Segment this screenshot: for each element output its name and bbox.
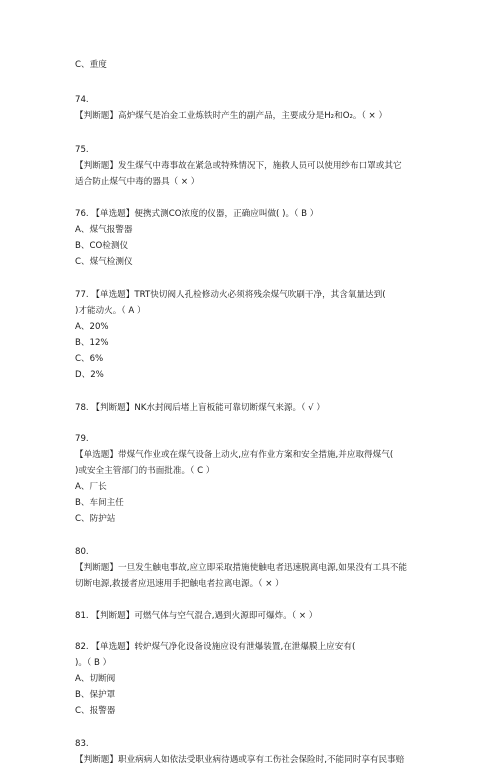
question-text: 【判断题】职业病病人如依法受职业病待遇或享有工伤社会保险时,不能同时享有民事赔 [75, 755, 405, 765]
question-number: 75. [75, 145, 89, 155]
question-text: 【单选题】带煤气作业或在煤气设备上动火,应有作业方案和安全措施,并应取得煤气( [75, 450, 394, 460]
question-number: 74. [75, 95, 89, 105]
question-number: 83. [75, 739, 89, 749]
question-text: 77. 【单选题】TRT快切阀人孔检修动火必须将残余煤气吹刷干净，其含氧量达到( [75, 290, 386, 300]
option-b: B、12% [75, 338, 109, 348]
option-d: D、2% [75, 370, 104, 380]
question-text: 切断电源,救援者应迅速用手把触电者拉离电源。（ × ） [75, 579, 284, 589]
option-c: C、报警器 [75, 706, 116, 716]
question-text: 【判断题】高炉煤气是冶金工业炼铁时产生的副产品，主要成分是H₂和O₂。（ × ） [75, 111, 388, 121]
question-text: 78. 【判断题】NK水封阀后堵上盲板能可靠切断煤气来源。（ √ ） [75, 403, 325, 413]
option-a: A、煤气报警器 [75, 225, 133, 235]
option-b: B、车间主任 [75, 498, 124, 508]
option-b: B、CO检测仪 [75, 241, 129, 251]
question-text: 适合防止煤气中毒的器具（ × ） [75, 177, 200, 187]
option-c: C、6% [75, 354, 104, 364]
question-text: 【判断题】一旦发生触电事故,应立即采取措施使触电者迅速脱离电源,如果没有工具不能 [75, 563, 408, 573]
question-text: 81. 【判断题】可燃气体与空气混合,遇到火源即可爆炸。（ × ） [75, 611, 318, 621]
question-number: 79. [75, 434, 89, 444]
option-a: A、厂长 [75, 482, 107, 492]
option-c: C、防护站 [75, 514, 116, 524]
option-c: C、重度 [75, 60, 107, 70]
question-text: )或安全主管部门的书面批准。（ C ） [75, 466, 215, 476]
question-text: )才能动火。（ A ） [75, 306, 146, 316]
option-a: A、20% [75, 322, 109, 332]
question-text: 【判断题】发生煤气中毒事故在紧急或特殊情况下，施救人员可以使用纱布口罩或其它 [75, 161, 402, 171]
option-a: A、切断阀 [75, 674, 116, 684]
question-text: 76. 【单选题】便携式测CO浓度的仪器，正确应叫做( )。（ B ） [75, 209, 319, 219]
question-number: 80. [75, 547, 89, 557]
option-b: B、保护罩 [75, 690, 116, 700]
option-c: C、煤气检测仪 [75, 257, 133, 267]
question-text: )。（ B ） [75, 658, 112, 668]
question-text: 82. 【单选题】转炉煤气净化设备设施应设有泄爆装置,在泄爆膜上应安有( [75, 642, 356, 652]
